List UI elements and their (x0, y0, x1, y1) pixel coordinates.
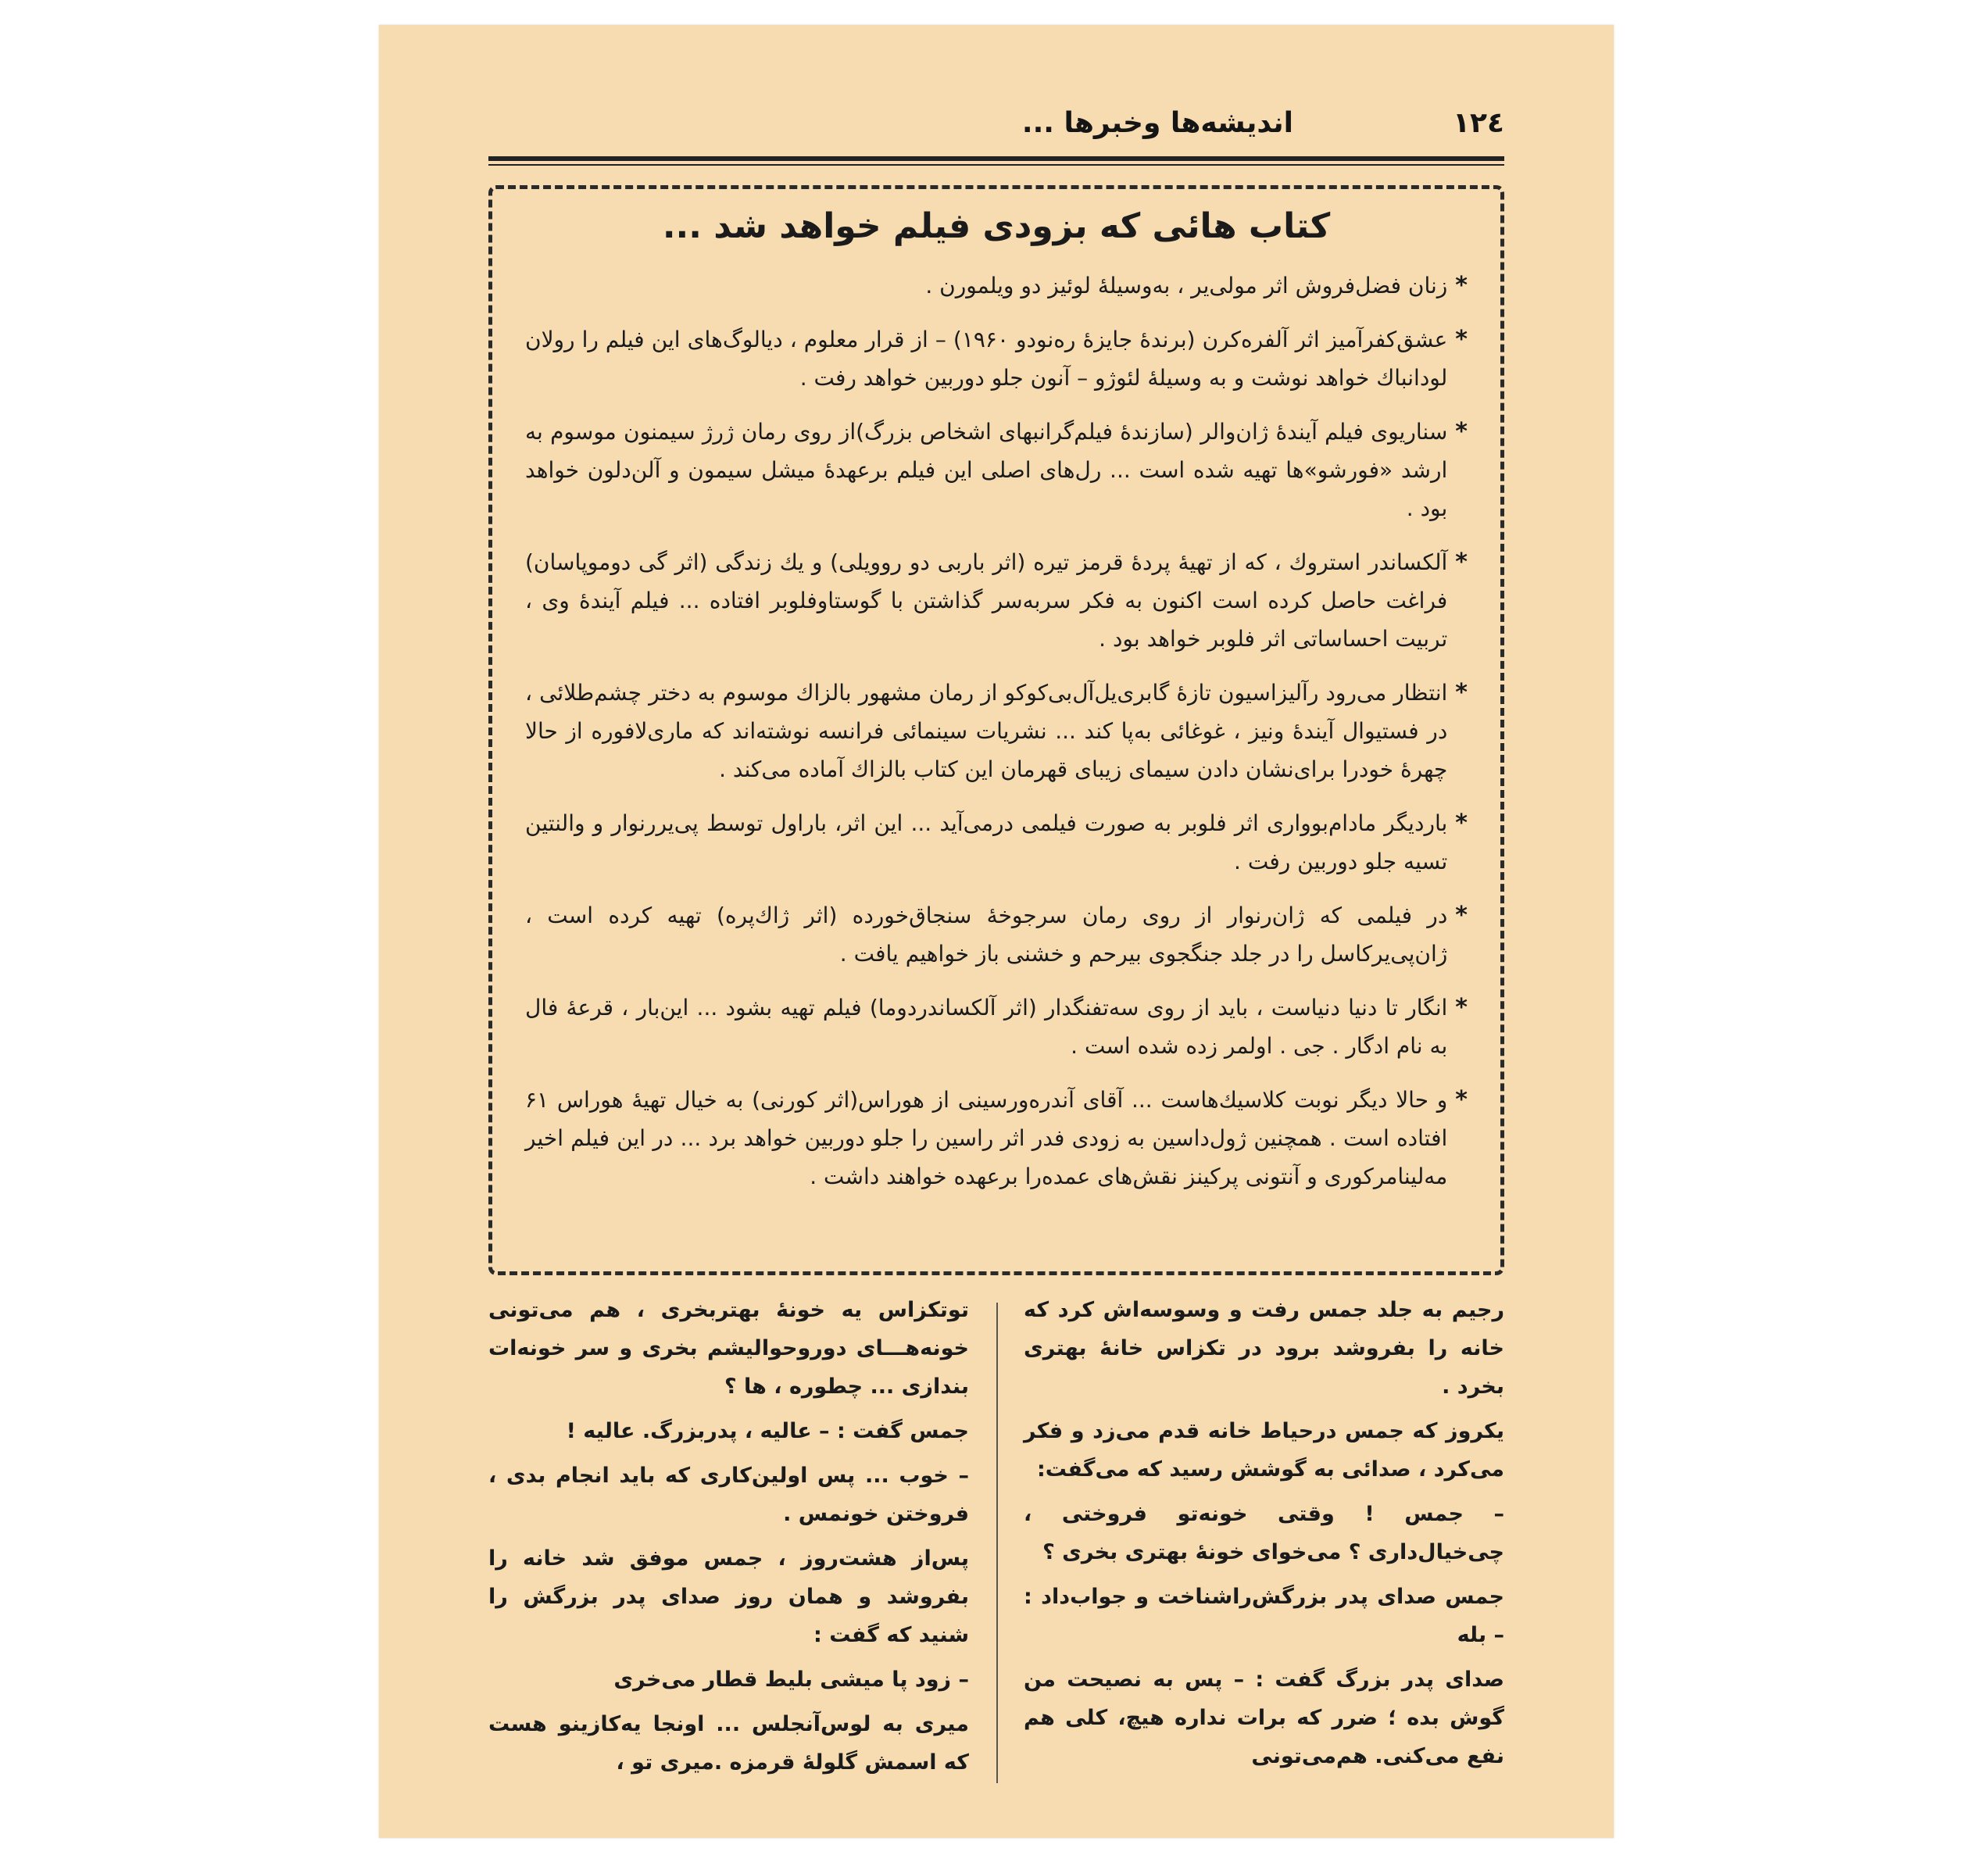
asterisk-icon: * (1455, 1086, 1468, 1114)
header-rule-thin (488, 164, 1504, 166)
item-text: زنان فضل‌فروش اثر مولی‌یر ، به‌وسیلهٔ لوئیز دو ویلمورن . (925, 273, 1448, 298)
magazine-page (379, 25, 1614, 1838)
column-divider (996, 1303, 998, 1783)
asterisk-icon: * (1455, 272, 1468, 299)
item-text: باردیگر مادام‌بوواری اثر فلوبر به صورت فیلمی درمی‌آید ... این اثر، باراول توسط پی‌یررنوار و والنتین تسیه جلو دوربین رفت . (525, 810, 1448, 874)
asterisk-icon: * (1455, 902, 1468, 929)
list-item (525, 1081, 1468, 1196)
asterisk-icon: * (1455, 679, 1468, 706)
list-item (525, 320, 1468, 397)
list-item (525, 896, 1468, 973)
story-paragraph: پس‌از هشت‌روز ، جمس موفق شد خانه را بفروشد و همان روز صدای پدر بزرگش را شنید که گفت : (488, 1546, 969, 1647)
item-text: عشق‌کفرآمیز اثر آلفره‌کرن (برندهٔ جایزهٔ ره‌نودو ۱۹۶۰) – از قرار معلوم ، دیالوگ‌های این فیلم را رولان لودانباك خواهد نوشت و به وسیلهٔ لئوژو – آنون جلو دوربین خواهد رفت . (525, 327, 1448, 391)
list-item (525, 674, 1468, 788)
list-item (525, 266, 1468, 305)
story-column-left (488, 1291, 969, 1791)
section-title: اندیشه‌ها وخبرها ... (1021, 107, 1293, 139)
list-item (525, 543, 1468, 658)
page-number: ١٢٤ (1453, 107, 1504, 139)
item-text: و حالا دیگر نوبت کلاسیك‌هاست ... آقای آندره‌ورسینی از هوراس(اثر کورنی) به خیال تهیهٔ هوراس ۶۱ افتاده است . همچنین ژول‌داسین به زودی فدر اثر راسین را جلو دوربین خواهد برد ... در این فیلم اخیر مه‌لینامرکوری و آنتونی پرکینز نقش‌های عمده‌را برعهده خواهند داشت . (525, 1087, 1448, 1189)
item-text: سناریوی فیلم آیندهٔ ژان‌والر (سازندهٔ فیلم‌گرانبهای اشخاص بزرگ)از روی رمان ژرژ سیمنون موسوم به ارشد «فورشو»ها تهیه شده است ... رل‌های اصلی این فیلم برعهدهٔ میشل سیمون و آلن‌دلون خواهد بود . (525, 419, 1448, 521)
story-paragraph: صدای پدر بزرگ گفت : – پس به نصیحت من گوش بده ؛ ضرر که برات نداره هیچ، کلی هم نفع می‌کنی. هم‌می‌تونی (1024, 1668, 1504, 1768)
story-paragraph: توتکزاس یه خونهٔ بهتربخری ، هم می‌تونی خونه‌هـــای دوروحوالیشم بخری و سر خونه‌ات بندازی ... چطوره ، ها ؟ (488, 1298, 969, 1399)
box-title: کتاب هائی که بزودی فیلم خواهد شد ... (662, 206, 1331, 246)
item-text: انگار تا دنیا دنیاست ، باید از روی سه‌تفنگدار (اثر آلکساندردوما) فیلم تهیه بشود ... این‌بار ، قرعهٔ فال به نام ادگار . جی . اولمر زده شده است . (525, 995, 1448, 1059)
header-rule (488, 156, 1504, 161)
list-item (525, 413, 1468, 527)
asterisk-icon: * (1455, 418, 1468, 445)
story-paragraph: میری به لوس‌آنجلس ... اونجا یه‌کازینو هست که اسمش گلولهٔ قرمزه .میری تو ، (488, 1712, 969, 1775)
story-paragraph: جمس گفت : – عالیه ، پدربزرگ. عالیه ! (566, 1419, 969, 1443)
asterisk-icon: * (1455, 326, 1468, 353)
list-item (525, 804, 1468, 881)
item-text: در فیلمی که ژان‌رنوار از روی رمان سرجوخهٔ سنجاق‌خورده (اثر ژاك‌پره) تهیه کرده است ، ژان‌پی‌یرکاسل را در جلد جنگجوی بیرحم و خشنی باز خواهیم یافت . (525, 903, 1448, 967)
asterisk-icon: * (1455, 994, 1468, 1021)
asterisk-icon: * (1455, 810, 1468, 837)
item-text: آلکساندر استروك ، که از تهیهٔ پردهٔ قرمز تیره (اثر باربی دو روویلی) و یك زندگی (اثر گی دوموپاسان) فراغت حاصل کرده است اکنون به فکر سربه‌سر گذاشتن با گوستاوفلوبر افتاده ... فیلم آیندهٔ وی ، تربیت احساساتی اثر فلوبر خواهد بود . (525, 549, 1448, 652)
story-paragraph: – زود پا میشی بلیط قطار می‌خری (613, 1668, 969, 1692)
list-item (525, 988, 1468, 1065)
story-paragraph: جمس صدای پدر بزرگش‌راشناخت و جواب‌داد : – بله (1024, 1585, 1504, 1647)
page-header (488, 99, 1504, 154)
film-books-box (488, 185, 1504, 1275)
story-paragraph: یکروز که جمس درحیاط خانه قدم می‌زد و فکر می‌کرد ، صدائی به گوشش رسید که می‌گفت: (1024, 1419, 1504, 1482)
story-paragraph: – خوب ... پس اولین‌کاری که باید انجام بدی ، فروختن خونمس . (488, 1464, 969, 1526)
story-paragraph: رجیم به جلد جمس رفت و وسوسه‌اش کرد که خانه را بفروشد برود در تکزاس خانهٔ بهتری بخرد . (1024, 1298, 1504, 1399)
item-text: انتظار می‌رود رآلیزاسیون تازهٔ گابری‌یل‌آل‌بی‌کوکو از رمان مشهور بالزاك موسوم به دختر چشم‌طلائی ، در فستیوال آیندهٔ ونیز ، غوغائی به‌پا کند ... نشریات سینمائی فرانسه نوشته‌اند که ماری‌لافوره از حالا چهرهٔ خودرا برای‌نشان دادن سیمای زیبای قهرمان این کتاب بالزاك آماده می‌کند . (525, 680, 1448, 782)
story-paragraph: – جمس ! وقتی خونه‌تو فروختی ، چی‌خیال‌داری ؟ می‌خوای خونهٔ بهتری بخری ؟ (1024, 1502, 1504, 1564)
asterisk-icon: * (1455, 549, 1468, 576)
story-column-right (1024, 1291, 1504, 1791)
